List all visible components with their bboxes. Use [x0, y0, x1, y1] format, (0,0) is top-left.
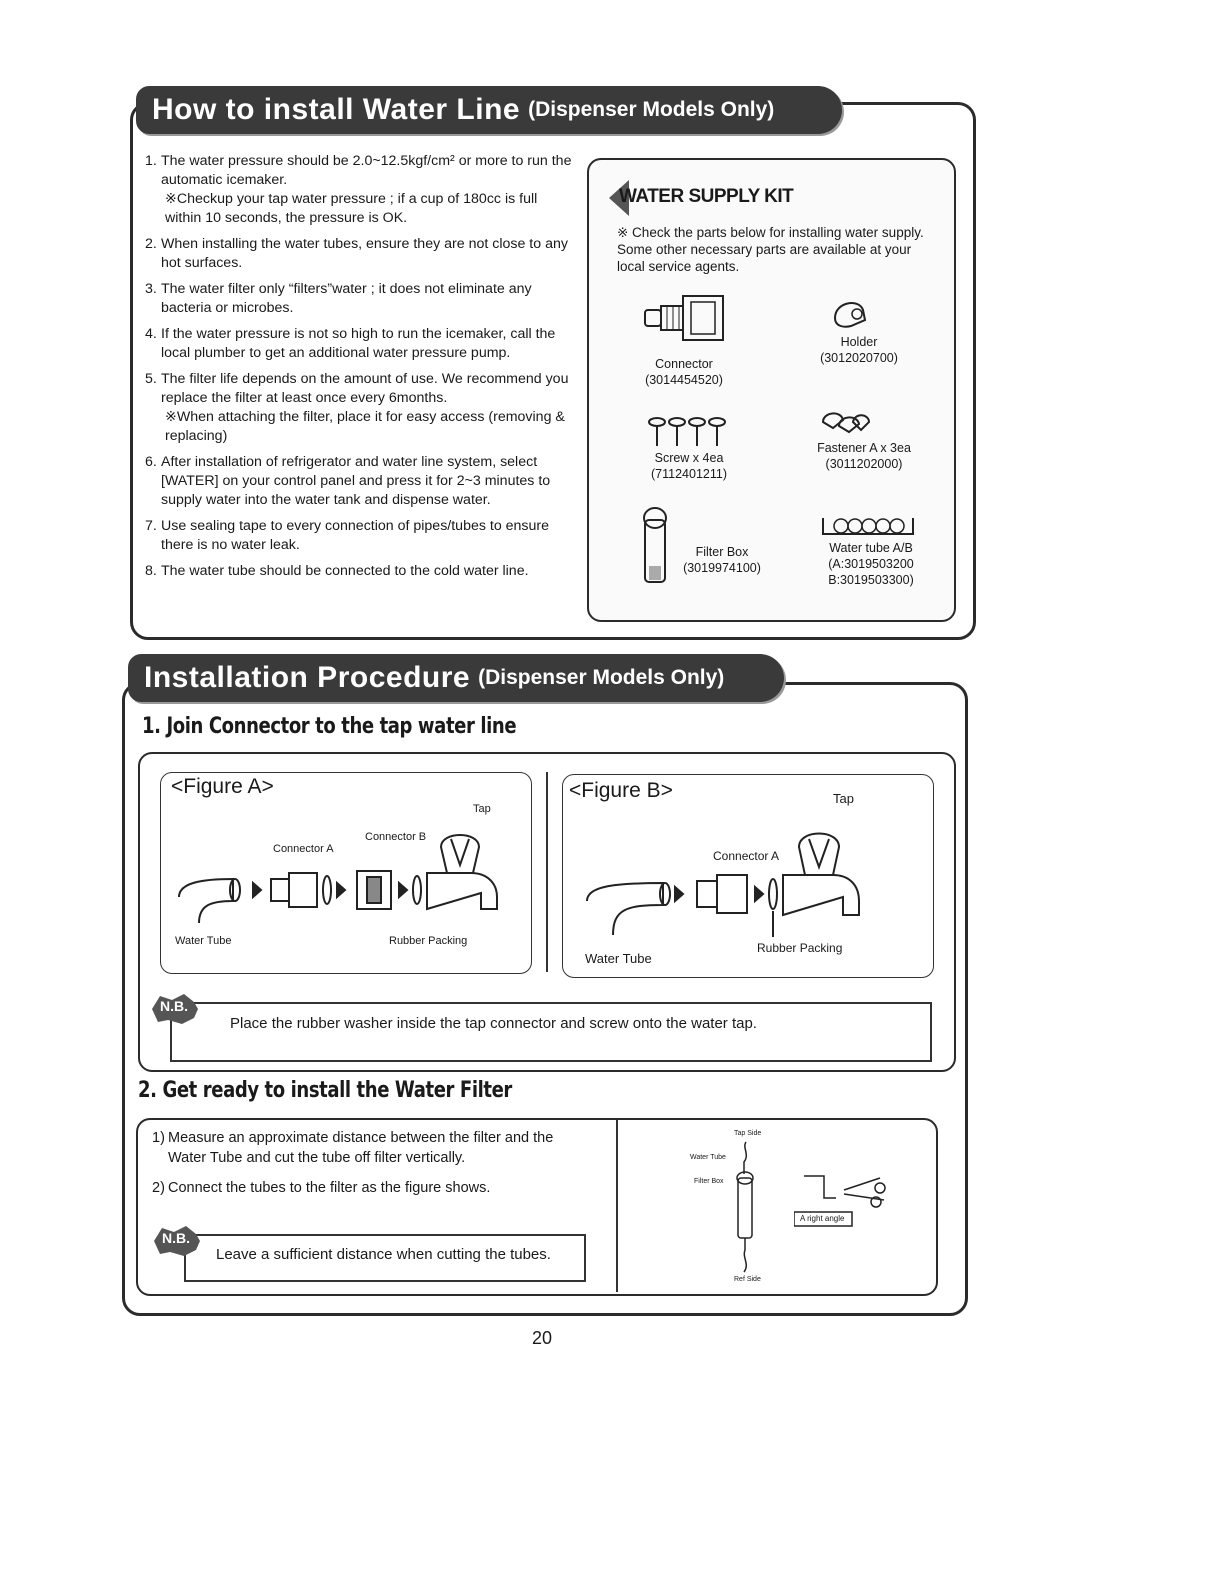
figure-b-rubber-packing-label: Rubber Packing — [757, 941, 843, 955]
nb-badge-2-text: N.B. — [162, 1230, 190, 1246]
install-step-text: The water filter only “filters”water ; it does not eliminate any bacteria or microbes. — [161, 281, 532, 316]
section2-subtitle: (Dispenser Models Only) — [478, 666, 725, 689]
install-step-number: 7. — [145, 518, 157, 534]
right-angle-label: A right angle — [800, 1214, 845, 1223]
install-step — [145, 453, 575, 510]
screw-code: (7112401211) — [651, 467, 727, 481]
water-tube-icon — [821, 514, 917, 538]
figure-b-connector-a-label: Connector A — [713, 849, 780, 863]
filter-step-number: 2) — [152, 1180, 165, 1196]
figure-a — [160, 772, 532, 974]
water-tube-fig-label: Water Tube — [690, 1154, 726, 1161]
install-step-number: 1. — [145, 153, 157, 169]
figure-b — [562, 774, 934, 978]
install-step-body — [161, 370, 575, 446]
ref-side-label: Ref Side — [734, 1276, 761, 1283]
fastener-part — [809, 440, 919, 472]
install-steps-list — [145, 152, 575, 588]
install-step-text: If the water pressure is not so high to run the icemaker, call the local plumber to get an additional water pressure pump. — [161, 326, 556, 361]
install-step-text: The water pressure should be 2.0~12.5kgf/cm² or more to run the automatic icemaker. — [161, 153, 572, 188]
figure-a-title: <Figure A> — [171, 775, 274, 798]
install-step-body — [161, 280, 575, 318]
filter-box-fig-label: Filter Box — [694, 1178, 724, 1185]
tap-side-label: Tap Side — [734, 1130, 762, 1137]
connector-icon — [641, 292, 733, 344]
filter-step — [152, 1128, 592, 1168]
install-step-body — [161, 453, 575, 510]
tap-connection-diagram-b — [577, 811, 927, 951]
install-step-text: After installation of refrigerator and water line system, select [WATER] on your control panel and press it for 2~3 minutes to supply water into the water tank and dispense water. — [161, 454, 551, 508]
connector-name: Connector — [655, 357, 713, 371]
water-tube-code-a: (A:3019503200 — [828, 557, 914, 571]
filter-step-number: 1) — [152, 1130, 165, 1146]
install-step-number: 3. — [145, 281, 157, 297]
holder-name: Holder — [840, 335, 878, 349]
kit-title: WATER SUPPLY KIT — [619, 186, 794, 207]
install-step-note: ※Checkup your tap water pressure ; if a cup of 180cc is full within 10 seconds, the pressure is OK. — [165, 191, 538, 226]
figure-a-connector-a-label: Connector A — [273, 843, 334, 855]
install-step — [145, 370, 575, 446]
holder-code: (3012020700) — [820, 351, 898, 365]
install-step-text: The water tube should be connected to the cold water line. — [161, 563, 529, 579]
install-step-number: 6. — [145, 454, 157, 470]
fastener-code: (3011202000) — [825, 457, 903, 471]
screw-icon — [647, 416, 733, 448]
install-step-body — [161, 562, 529, 581]
figure-a-water-tube-label: Water Tube — [175, 935, 232, 947]
tap-connection-diagram-a — [171, 813, 521, 937]
screw-name: Screw x 4ea — [654, 451, 724, 465]
holder-part — [809, 334, 909, 366]
figure-a-tap-label: Tap — [473, 803, 491, 815]
install-step — [145, 235, 575, 273]
filter-assembly-diagram — [724, 1140, 764, 1276]
figure-b-water-tube-label: Water Tube — [585, 951, 652, 966]
install-step — [145, 325, 575, 363]
install-water-line-banner — [136, 86, 842, 134]
kit-note: ※ Check the parts below for installing water supply. Some other necessary parts are available at your local service agents. — [617, 225, 924, 274]
holder-icon — [829, 296, 871, 332]
install-step-body — [161, 235, 575, 273]
section2-title: Installation Procedure — [144, 661, 471, 694]
section1-title: How to install Water Line — [152, 93, 521, 126]
figure-b-tap-label: Tap — [833, 791, 854, 806]
install-step-number: 5. — [145, 371, 157, 387]
nb-note-1-text: Place the rubber washer inside the tap connector and screw onto the water tap. — [230, 1015, 757, 1032]
install-step — [145, 517, 575, 555]
figure-b-title: <Figure B> — [569, 779, 673, 802]
figure-divider — [546, 772, 548, 972]
install-step-number: 2. — [145, 236, 157, 252]
water-supply-kit-box — [587, 158, 956, 622]
install-step — [145, 562, 575, 581]
install-step-text: When installing the water tubes, ensure they are not close to any hot surfaces. — [161, 236, 568, 271]
filter-step — [152, 1178, 592, 1198]
install-step-body — [161, 152, 575, 228]
filter-box-code: (3019974100) — [683, 561, 761, 575]
page-number: 20 — [532, 1328, 553, 1348]
install-step-number: 4. — [145, 326, 157, 342]
install-step — [145, 280, 575, 318]
nb-badge-1-text: N.B. — [160, 998, 188, 1014]
water-tube-code-b: B:3019503300) — [828, 573, 914, 587]
filter-step-divider — [616, 1120, 618, 1292]
install-step-body — [161, 325, 575, 363]
figure-a-connector-b-label: Connector B — [365, 831, 427, 843]
install-step-note: ※When attaching the filter, place it for easy access (removing & replacing) — [165, 409, 565, 444]
install-step — [145, 152, 575, 228]
connector-part — [639, 356, 729, 388]
filter-steps-list — [152, 1128, 592, 1208]
installation-procedure-banner — [128, 654, 784, 702]
filter-step-text: Connect the tubes to the filter as the figure shows. — [168, 1180, 491, 1196]
step2-heading: 2. Get ready to install the Water Filter — [138, 1078, 512, 1103]
filter-box-icon — [641, 506, 671, 590]
install-step-text: Use sealing tape to every connection of pipes/tubes to ensure there is no water leak. — [161, 518, 550, 553]
water-tube-name: Water tube A/B — [829, 541, 913, 555]
nb-note-1-box — [170, 1002, 932, 1062]
nb-note-2-text: Leave a sufficient distance when cutting the tubes. — [216, 1246, 551, 1263]
water-tube-part — [811, 540, 931, 588]
figure-a-rubber-packing-label: Rubber Packing — [389, 935, 468, 947]
step1-heading: 1. Join Connector to the tap water line — [142, 714, 517, 739]
screw-part — [639, 450, 739, 482]
fastener-name: Fastener A x 3ea — [817, 441, 911, 455]
filter-step-text: Measure an approximate distance between the filter and the Water Tube and cut the tube off filter vertically. — [168, 1130, 554, 1166]
connector-code: (3014454520) — [645, 373, 723, 387]
filter-box-part — [677, 544, 767, 576]
install-step-number: 8. — [145, 563, 157, 579]
filter-box-name: Filter Box — [695, 545, 749, 559]
install-step-body — [161, 517, 575, 555]
section1-subtitle: (Dispenser Models Only) — [528, 98, 775, 121]
install-step-text: The filter life depends on the amount of use. We recommend you replace the filter at least once every 6months. — [161, 371, 569, 406]
fastener-icon — [819, 408, 873, 438]
